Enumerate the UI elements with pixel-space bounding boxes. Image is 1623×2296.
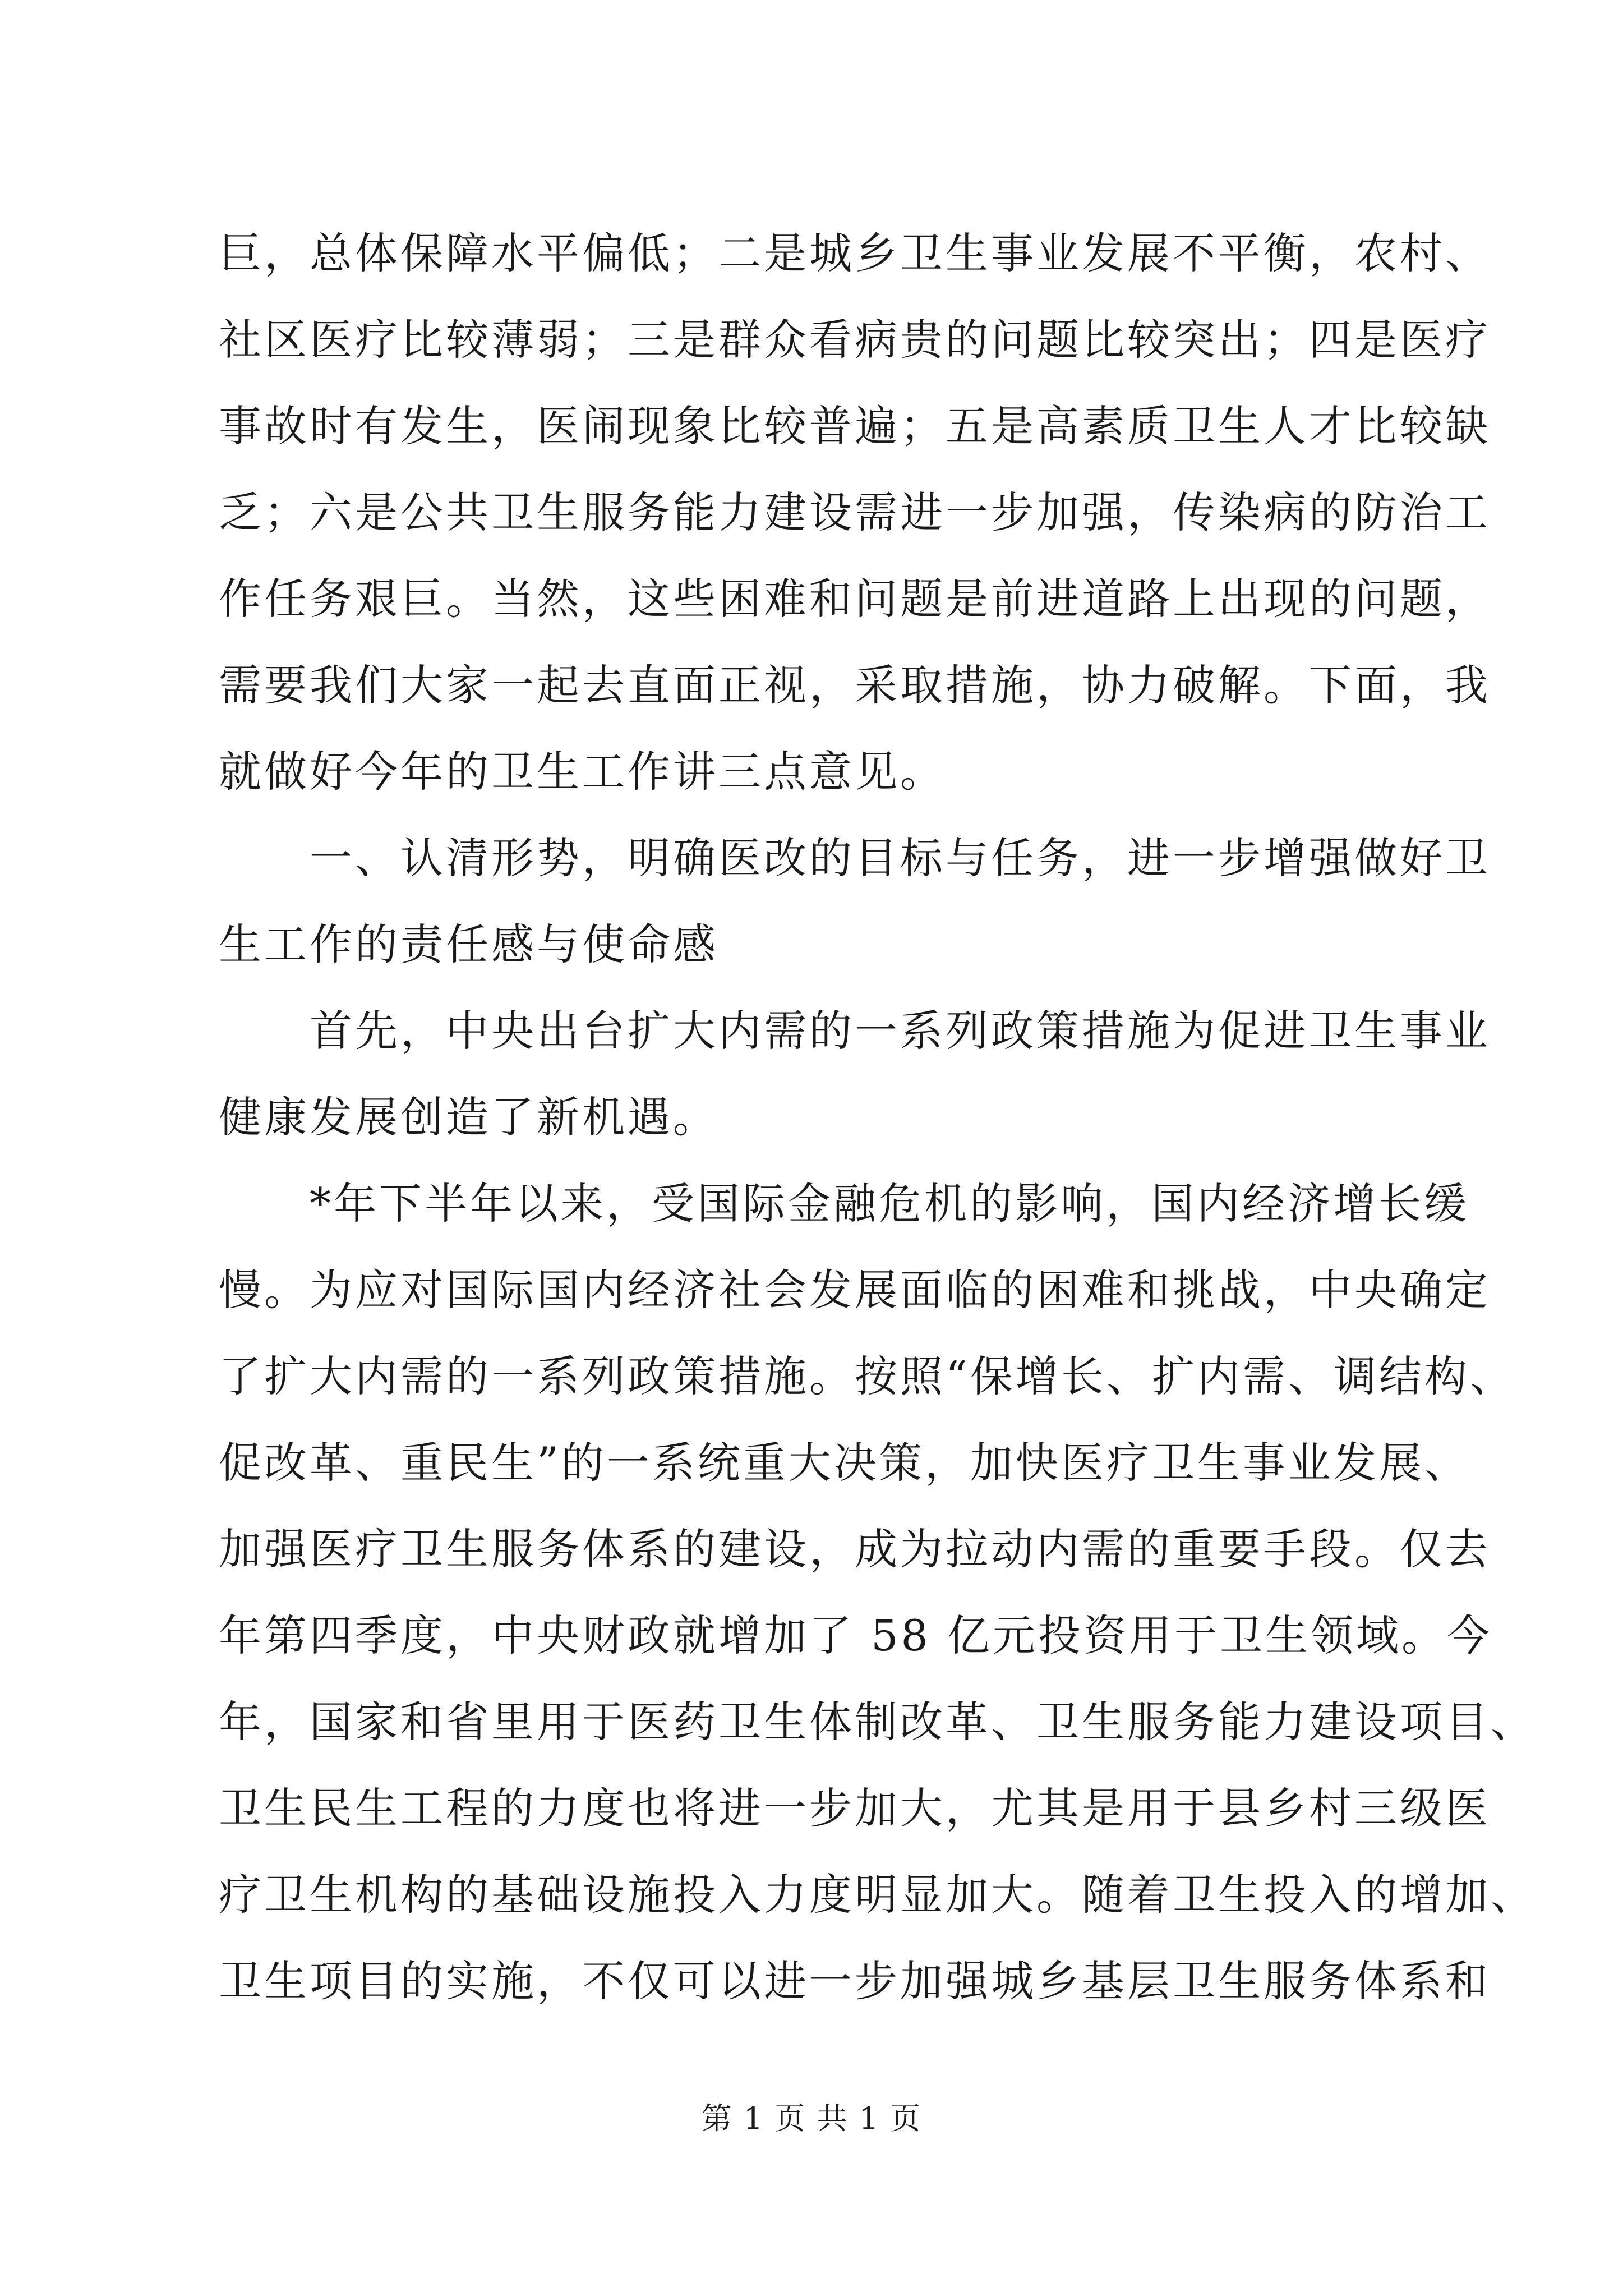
text-line: 健康发展创造了新机遇。 bbox=[219, 1092, 718, 1142]
text-line: 社区医疗比较薄弱；三是群众看病贵的问题比较突出；四是医疗 bbox=[219, 315, 1491, 365]
text-line: 年第四季度，中央财政就增加了 58 亿元投资用于卫生领域。今 bbox=[219, 1611, 1493, 1660]
text-line: 事故时有发生，医闹现象比较普遍；五是高素质卫生人才比较缺 bbox=[219, 401, 1491, 451]
text-line: 了扩大内需的一系列政策措施。按照“保增长、扩内需、调结构、 bbox=[219, 1351, 1515, 1401]
text-line: 卫生项目的实施，不仅可以进一步加强城乡基层卫生服务体系和 bbox=[219, 1956, 1491, 2006]
text-line: 卫生民生工程的力度也将进一步加大，尤其是用于县乡村三级医 bbox=[219, 1783, 1491, 1833]
text-line: 巨，总体保障水平偏低；二是城乡卫生事业发展不平衡，农村、 bbox=[219, 228, 1491, 278]
document-body bbox=[219, 210, 1536, 2024]
text-line: 首先，中央出台扩大内需的一系列政策措施为促进卫生事业 bbox=[219, 1006, 1491, 1056]
section-heading-line: 生工作的责任感与使命感 bbox=[219, 919, 718, 969]
section-heading-line: 一、认清形势，明确医改的目标与任务，进一步增强做好卫 bbox=[219, 833, 1491, 883]
text-line: 促改革、重民生”的一系统重大决策，加快医疗卫生事业发展、 bbox=[219, 1438, 1470, 1488]
text-line: 需要我们大家一起去直面正视，采取措施，协力破解。下面，我 bbox=[219, 660, 1491, 710]
text-line: 作任务艰巨。当然，这些困难和问题是前进道路上出现的问题， bbox=[219, 574, 1491, 624]
text-line: *年下半年以来，受国际金融危机的影响，国内经济增长缓 bbox=[219, 1179, 1469, 1228]
text-line: 年，国家和省里用于医药卫生体制改革、卫生服务能力建设项目、 bbox=[219, 1697, 1536, 1747]
text-line: 乏；六是公共卫生服务能力建设需进一步加强，传染病的防治工 bbox=[219, 487, 1491, 537]
page-number-footer: 第 1 页 共 1 页 bbox=[701, 2101, 922, 2136]
text-line: 慢。为应对国际国内经济社会发展面临的困难和挑战，中央确定 bbox=[219, 1265, 1491, 1315]
text-line: 疗卫生机构的基础设施投入力度明显加大。随着卫生投入的增加、 bbox=[219, 1870, 1536, 1920]
text-line: 加强医疗卫生服务体系的建设，成为拉动内需的重要手段。仅去 bbox=[219, 1524, 1491, 1574]
text-line: 就做好今年的卫生工作讲三点意见。 bbox=[219, 747, 946, 797]
